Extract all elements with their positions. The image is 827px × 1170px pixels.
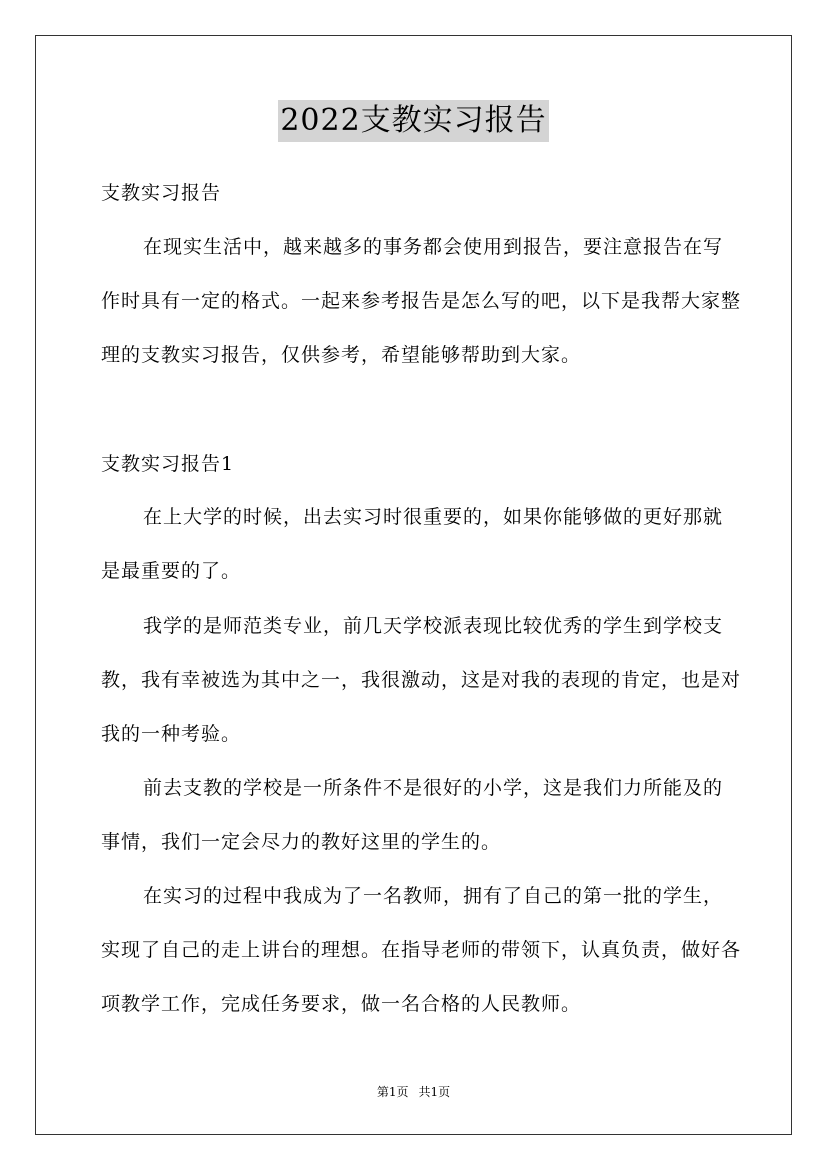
section-heading: 支教实习报告: [101, 182, 222, 204]
page-footer: [0, 1083, 827, 1101]
body-paragraph: 我学的是师范类专业，前几天学校派表现比较优秀的学生到学校支教，我有幸被选为其中之一，我很激动，这是对我的表现的肯定，也是对我的一种考验。: [101, 615, 742, 745]
total-pages: 共1页: [418, 1085, 451, 1099]
title-container: [0, 100, 827, 142]
document-title: 2022支教实习报告: [278, 100, 548, 142]
body-paragraph: 前去支教的学校是一所条件不是很好的小学，这是我们力所能及的事情，我们一定会尽力的教好这里的学生的。: [101, 777, 724, 853]
body-paragraph: 在实习的过程中我成为了一名教师，拥有了自己的第一批的学生，实现了自己的走上讲台的理想。在指导老师的带领下，认真负责，做好各项教学工作，完成任务要求，做一名合格的人民教师。: [101, 885, 742, 1015]
report-heading: 支教实习报告1: [101, 453, 235, 475]
page-number: 第1页: [376, 1085, 409, 1099]
intro-paragraph: 在现实生活中，越来越多的事务都会使用到报告，要注意报告在写作时具有一定的格式。一起来参考报告是怎么写的吧，以下是我帮大家整理的支教实习报告，仅供参考，希望能够帮助到大家。: [101, 236, 742, 366]
body-paragraph: 在上大学的时候，出去实习时很重要的，如果你能够做的更好那就是最重要的了。: [101, 506, 724, 582]
